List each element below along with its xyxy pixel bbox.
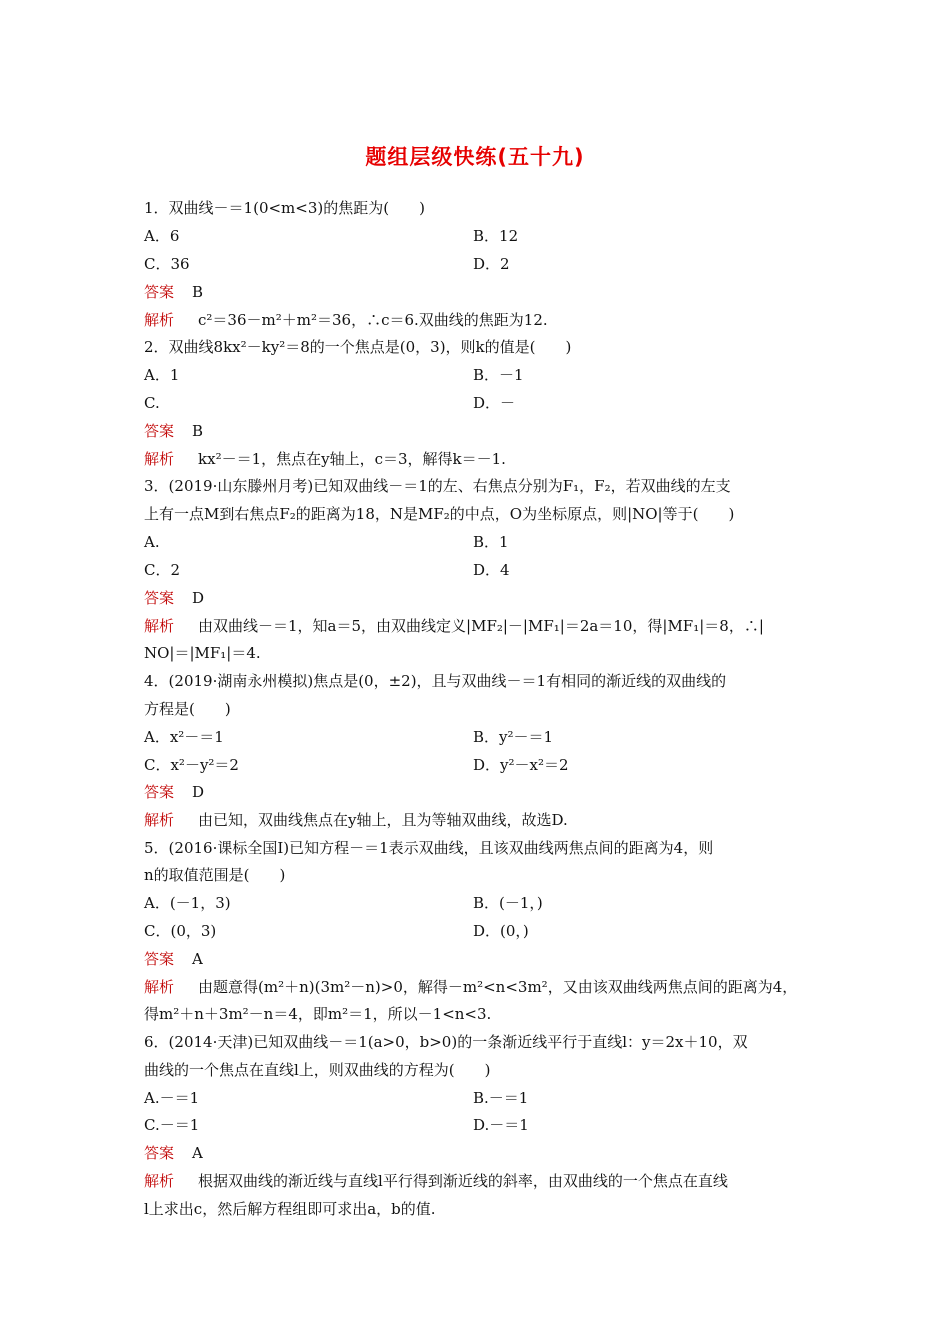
answer-label: 答案 bbox=[144, 783, 175, 801]
answer-label: 答案 bbox=[144, 283, 175, 301]
q1-option-a: A．6 bbox=[144, 227, 180, 245]
q6-option-c: C.－＝1 bbox=[144, 1116, 200, 1134]
q2-answer bbox=[144, 421, 203, 441]
q3-analysis-line-2: NO|＝|MF₁|＝4. bbox=[144, 644, 261, 662]
question-6-line-1: 6．(2014·天津)已知双曲线－＝1(a>0，b>0)的一条渐近线平行于直线l：y＝2x＋10，双 bbox=[144, 1033, 748, 1051]
question-4-line-1: 4．(2019·湖南永州模拟)焦点是(0，±2)，且与双曲线－＝1有相同的渐近线的双曲线的 bbox=[144, 672, 727, 690]
q2-option-c: C. bbox=[144, 394, 160, 412]
q2-answer-value: B bbox=[192, 422, 204, 440]
q4-option-c: C．x²－y²＝2 bbox=[144, 756, 239, 774]
q5-analysis bbox=[144, 977, 797, 997]
question-4-line-2: 方程是( ) bbox=[144, 700, 231, 718]
q3-option-b: B．1 bbox=[473, 533, 509, 551]
q5-analysis-line-2: 得m²＋n＋3m²－n＝4，即m²＝1，所以－1<n<3. bbox=[144, 1005, 492, 1023]
q5-option-c: C．(0，3) bbox=[144, 922, 217, 940]
q6-answer-value: A bbox=[192, 1144, 203, 1162]
q5-option-b: B．(－1，) bbox=[473, 894, 543, 912]
question-3-line-1: 3．(2019·山东滕州月考)已知双曲线－＝1的左、右焦点分别为F₁，F₂，若双曲线的左支 bbox=[144, 477, 731, 495]
question-6-line-2: 曲线的一个焦点在直线l上，则双曲线的方程为( ) bbox=[144, 1061, 491, 1079]
q6-option-d: D.－＝1 bbox=[473, 1116, 529, 1134]
q5-answer bbox=[144, 949, 203, 969]
q6-option-b: B.－＝1 bbox=[473, 1089, 529, 1107]
q2-option-b: B．－1 bbox=[473, 366, 524, 384]
analysis-label: 解析 bbox=[144, 450, 175, 468]
analysis-label: 解析 bbox=[144, 978, 175, 996]
q2-analysis-text: kx²－＝1，焦点在y轴上，c＝3，解得k＝－1. bbox=[198, 450, 506, 468]
answer-label: 答案 bbox=[144, 950, 175, 968]
analysis-label: 解析 bbox=[144, 811, 175, 829]
q1-answer bbox=[144, 282, 203, 302]
q5-analysis-text: 由题意得(m²＋n)(3m²－n)>0，解得－m²<n<3m²，又由该双曲线两焦点间的距离为4， bbox=[198, 978, 798, 996]
q4-option-d: D．y²－x²＝2 bbox=[473, 756, 569, 774]
q2-option-d: D．－ bbox=[473, 394, 516, 412]
q1-answer-value: B bbox=[192, 283, 204, 301]
q1-analysis bbox=[144, 310, 548, 330]
q2-option-a: A．1 bbox=[144, 366, 180, 384]
q3-option-a: A. bbox=[144, 533, 160, 551]
q1-option-b: B．12 bbox=[473, 227, 519, 245]
q4-option-b: B．y²－＝1 bbox=[473, 728, 554, 746]
q5-option-d: D．(0，) bbox=[473, 922, 529, 940]
q3-option-c: C．2 bbox=[144, 561, 181, 579]
analysis-label: 解析 bbox=[144, 311, 175, 329]
q4-analysis-text: 由已知，双曲线焦点在y轴上，且为等轴双曲线，故选D. bbox=[198, 811, 568, 829]
q5-option-a: A．(－1，3) bbox=[144, 894, 231, 912]
q4-analysis bbox=[144, 810, 568, 830]
q3-analysis bbox=[144, 616, 764, 636]
question-3-line-2: 上有一点M到右焦点F₂的距离为18，N是MF₂的中点，O为坐标原点，则|NO|等于( ) bbox=[144, 505, 735, 523]
q2-analysis bbox=[144, 449, 506, 469]
answer-label: 答案 bbox=[144, 589, 175, 607]
q1-analysis-text: c²＝36－m²＋m²＝36，∴c＝6.双曲线的焦距为12. bbox=[198, 311, 548, 329]
q4-answer-value: D bbox=[192, 783, 205, 801]
q5-answer-value: A bbox=[192, 950, 203, 968]
q6-analysis bbox=[144, 1171, 728, 1191]
question-1: 1．双曲线－＝1(0<m<3)的焦距为( ) bbox=[144, 199, 425, 217]
q6-analysis-text: 根据双曲线的渐近线与直线l平行得到渐近线的斜率，由双曲线的一个焦点在直线 bbox=[198, 1172, 728, 1190]
q6-answer bbox=[144, 1143, 203, 1163]
question-5-line-2: n的取值范围是( ) bbox=[144, 866, 286, 884]
question-5-line-1: 5．(2016·课标全国Ⅰ)已知方程－＝1表示双曲线，且该双曲线两焦点间的距离为4，则 bbox=[144, 839, 714, 857]
q3-answer-value: D bbox=[192, 589, 205, 607]
analysis-label: 解析 bbox=[144, 617, 175, 635]
analysis-label: 解析 bbox=[144, 1172, 175, 1190]
q6-option-a: A.－＝1 bbox=[144, 1089, 200, 1107]
answer-label: 答案 bbox=[144, 1144, 175, 1162]
page-title: 题组层级快练(五十九) bbox=[365, 145, 585, 169]
q3-answer bbox=[144, 588, 204, 608]
q6-analysis-line-2: l上求出c，然后解方程组即可求出a，b的值. bbox=[144, 1200, 436, 1218]
question-2: 2．双曲线8kx²－ky²＝8的一个焦点是(0，3)，则k的值是( ) bbox=[144, 338, 572, 356]
q4-option-a: A．x²－＝1 bbox=[144, 728, 224, 746]
q1-option-d: D．2 bbox=[473, 255, 510, 273]
q1-option-c: C．36 bbox=[144, 255, 190, 273]
answer-label: 答案 bbox=[144, 422, 175, 440]
q3-analysis-text: 由双曲线－＝1，知a＝5，由双曲线定义|MF₂|－|MF₁|＝2a＝10，得|MF₁|＝8，∴| bbox=[198, 617, 764, 635]
q4-answer bbox=[144, 782, 204, 802]
q3-option-d: D．4 bbox=[473, 561, 510, 579]
